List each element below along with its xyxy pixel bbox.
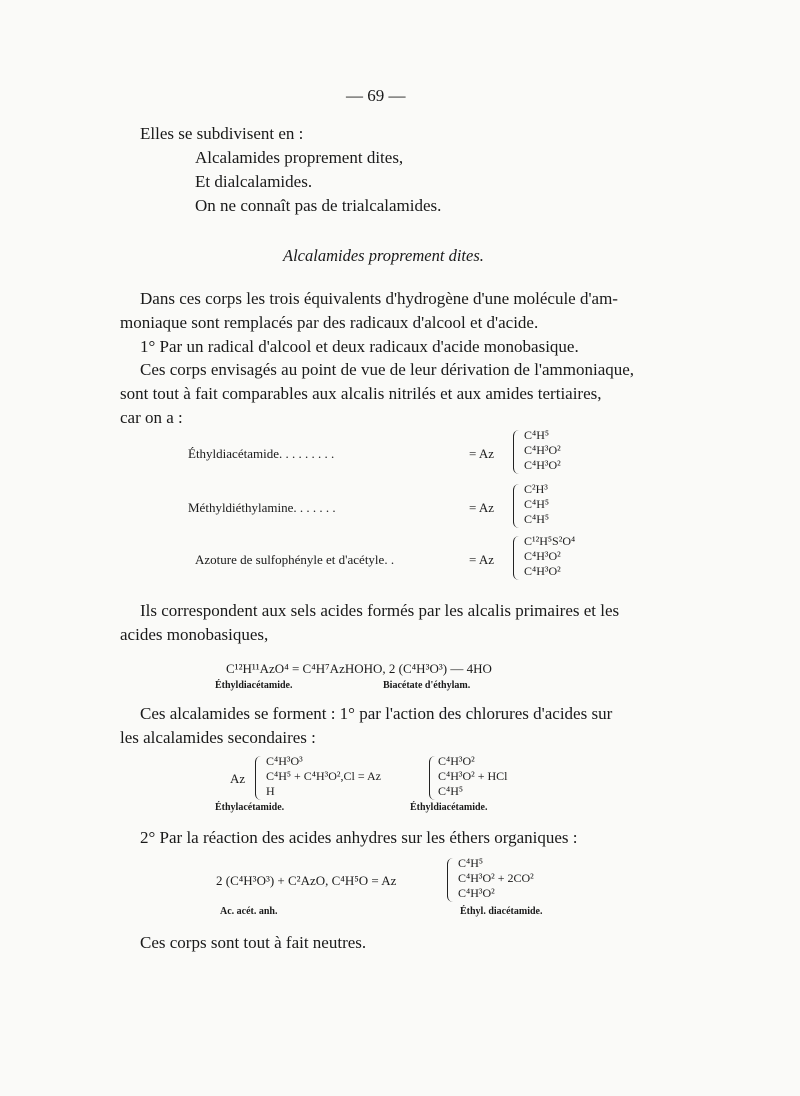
formula-stack: C⁴H³O³ C⁴H⁵ + C⁴H³O²,Cl = Az H bbox=[266, 754, 381, 798]
formula-stack: C⁴H⁵ C⁴H³O² C⁴H³O² bbox=[524, 428, 561, 472]
equation-label: Biacétate d'éthylam. bbox=[383, 680, 471, 691]
formula-name: Azoture de sulfophényle et d'acétyle. . bbox=[195, 552, 395, 567]
formula-equals: = Az bbox=[469, 500, 495, 515]
equation-label: Éthyl. diacétamide. bbox=[460, 906, 543, 917]
equation-label: Éthyldiacétamide. bbox=[215, 680, 293, 691]
intro-item: Et dialcalamides. bbox=[195, 172, 313, 191]
numbered-point: 1° Par un radical d'alcool et deux radicaux d'acide monobasique. bbox=[140, 337, 579, 356]
equation-label: Éthylacétamide. bbox=[215, 802, 285, 813]
paragraph-line: Ils correspondent aux sels acides formés par les alcalis primaires et les bbox=[140, 601, 620, 620]
formula-stack: C⁴H³O² C⁴H³O² + HCl C⁴H⁵ bbox=[438, 754, 508, 798]
intro-line: Elles se subdivisent en : bbox=[140, 124, 304, 143]
left-brace bbox=[429, 756, 438, 800]
paragraph-line: moniaque sont remplacés par des radicaux d'alcool et d'acide. bbox=[120, 313, 539, 332]
equation: 2 (C⁴H³O³) + C²AzO, C⁴H⁵O = Az bbox=[216, 873, 397, 888]
equation-label: Éthyldiacétamide. bbox=[410, 802, 488, 813]
formula-name: Éthyldiacétamide. . . . . . . . . bbox=[188, 446, 335, 461]
left-brace bbox=[513, 484, 522, 528]
intro-item: Alcalamides proprement dites, bbox=[195, 148, 404, 167]
left-brace bbox=[255, 756, 264, 800]
paragraph-line: Dans ces corps les trois équivalents d'hydrogène d'une molécule d'am- bbox=[140, 289, 618, 308]
paragraph-line: Ces corps envisagés au point de vue de leur dérivation de l'ammoniaque, bbox=[140, 360, 635, 379]
paragraph-line: car on a : bbox=[120, 408, 183, 427]
equation: C¹²H¹¹AzO⁴ = C⁴H⁷AzHOHO, 2 (C⁴H³O³) — 4HO bbox=[226, 661, 492, 676]
section-heading: Alcalamides proprement dites. bbox=[283, 246, 484, 265]
paragraph-line: Ces alcalamides se forment : 1° par l'action des chlorures d'acides sur bbox=[140, 704, 613, 723]
formula-stack: C⁴H⁵ C⁴H³O² + 2CO² C⁴H³O² bbox=[458, 856, 534, 900]
formula-name: Méthyldiéthylamine. . . . . . . bbox=[188, 500, 336, 515]
formula-stack: C²H³ C⁴H⁵ C⁴H⁵ bbox=[524, 482, 550, 526]
formula-equals: = Az bbox=[469, 446, 495, 461]
equation-az: Az bbox=[230, 771, 246, 786]
formula-stack: C¹²H⁵S²O⁴ C⁴H³O² C⁴H³O² bbox=[524, 534, 576, 578]
page-number: — 69 — bbox=[346, 86, 406, 105]
paragraph-line: les alcalamides secondaires : bbox=[120, 728, 316, 747]
formula-equals: = Az bbox=[469, 552, 495, 567]
intro-line: On ne connaît pas de trialcalamides. bbox=[195, 196, 442, 215]
closing-line: Ces corps sont tout à fait neutres. bbox=[140, 933, 367, 952]
left-brace bbox=[513, 536, 522, 580]
paragraph-line: acides monobasiques, bbox=[120, 625, 269, 644]
paragraph-line: sont tout à fait comparables aux alcalis nitrilés et aux amides tertiaires, bbox=[120, 384, 602, 403]
equation-label: Ac. acét. anh. bbox=[220, 906, 278, 917]
numbered-point: 2° Par la réaction des acides anhydres sur les éthers organiques : bbox=[140, 828, 578, 847]
left-brace bbox=[513, 430, 522, 474]
left-brace bbox=[447, 858, 456, 902]
